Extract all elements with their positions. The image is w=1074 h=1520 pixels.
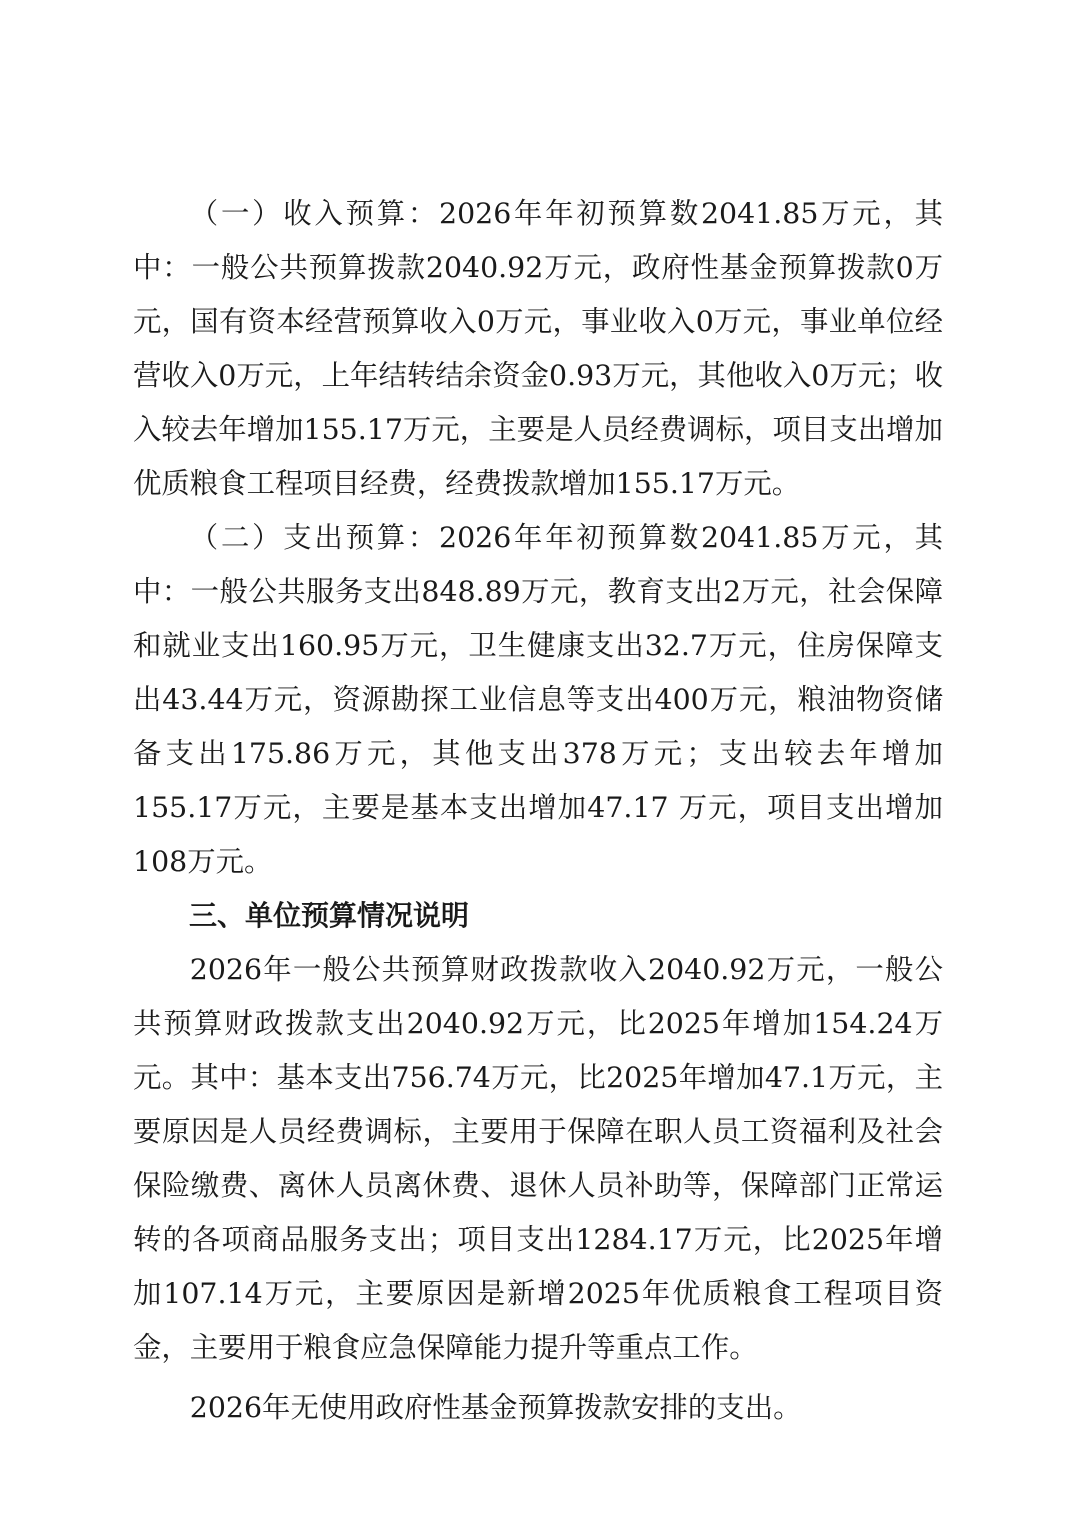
income-budget-paragraph: （一）收入预算：2026年年初预算数2041.85万元，其中：一般公共预算拨款2040.92万元，政府性基金预算拨款0万元，国有资本经营预算收入0万元，事业收入0万元，事业单位经营收入0万元，上年结转结余资金0.93万元，其他收入0万元；收入较去年增加155.17万元，主要是人员经费调标，项目支出增加优质粮食工程项目经费，经费拨款增加155.17万元。 xyxy=(133,197,943,500)
government-fund-paragraph: 2026年无使用政府性基金预算拨款安排的支出。 xyxy=(189,1391,802,1424)
section-heading: 三、单位预算情况说明 xyxy=(189,899,470,932)
expenditure-budget-paragraph: （二）支出预算：2026年年初预算数2041.85万元，其中：一般公共服务支出848.89万元，教育支出2万元，社会保障和就业支出160.95万元，卫生健康支出32.7万元，住房保障支出43.44万元，资源勘探工业信息等支出400万元，粮油物资储备支出175.86万元，其他支出378万元；支出较去年增加155.17万元，主要是基本支出增加47.17 万元，项目支出增加108万元。 xyxy=(133,521,943,878)
document-page xyxy=(133,187,943,1435)
unit-budget-paragraph: 2026年一般公共预算财政拨款收入2040.92万元，一般公共预算财政拨款支出2040.92万元，比2025年增加154.24万元。其中：基本支出756.74万元，比2025年增加47.1万元，主要原因是人员经费调标，主要用于保障在职人员工资福利及社会保险缴费、离休人员离休费、退休人员补助等，保障部门正常运转的各项商品服务支出；项目支出1284.17万元，比2025年增加107.14万元，主要原因是新增2025年优质粮食工程项目资金，主要用于粮食应急保障能力提升等重点工作。 xyxy=(133,953,943,1364)
